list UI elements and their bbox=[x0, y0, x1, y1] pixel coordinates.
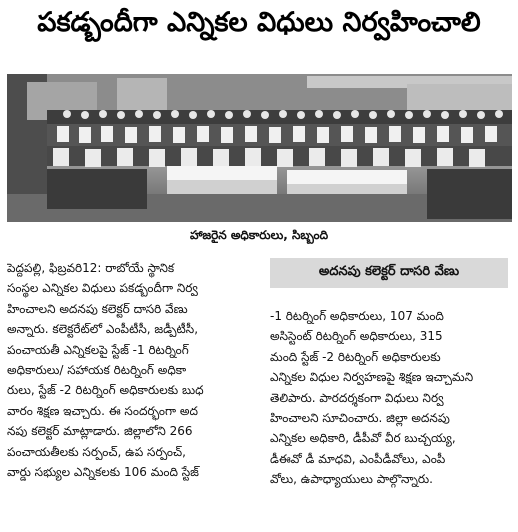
article-line: పెద్దపల్లి, ఫిబ్రవరి12: రాబోయే స్థానిక bbox=[7, 261, 175, 275]
article-line: ఎన్నికల అధికారి, డీపీవో వీర బుచ్చయ్య, bbox=[270, 431, 456, 446]
article-line: వార్డు సభ్యుల ఎన్నికలకు 106 మంది స్టేజ్ bbox=[7, 465, 199, 480]
news-photo bbox=[7, 74, 512, 222]
article-line: అధికారులు/ సహాయక రిటర్నింగ్ అధికా bbox=[7, 363, 187, 378]
article-line: అన్నారు. కలెక్టరేట్‌లో ఎంపీటీసీ, జడ్పీటీసీ, bbox=[7, 322, 199, 337]
article-line: వారం శిక్షణ ఇచ్చారు. ఈ సందర్భంగా అద bbox=[7, 403, 198, 418]
article-line: -1 రిటర్నింగ్ అధికారులు, 107 మంది bbox=[270, 309, 444, 323]
article-line: సంస్థల ఎన్నికల విధులు పకడ్బందీగా నిర్వ bbox=[7, 281, 198, 296]
subheadline: అదనపు కలెక్టర్ దాసరి వేణు bbox=[270, 258, 508, 288]
article-body-right bbox=[270, 306, 510, 490]
article-line: నపు కలెక్టర్ మాట్లాడారు. జిల్లాలోని 266 bbox=[7, 424, 193, 439]
article-line: రులు, స్టేజ్ -2 రిటర్నింగ్ అధికారులకు బుధ bbox=[7, 383, 204, 398]
article-line: పంచాయతీ ఎన్నికలపై స్టేజ్ -1 రిటర్నింగ్ bbox=[7, 342, 189, 357]
article-body-left bbox=[7, 258, 257, 482]
photo-caption: హాజరైన అధికారులు, సిబ్బంది bbox=[189, 228, 329, 242]
article-line: పంచాయతీలకు సర్పంచ్, ఉప సర్పంచ్, bbox=[7, 444, 186, 459]
article-line: డీఈవో డీ మాధవి, ఎంపీడీవోలు, ఎంపీ bbox=[270, 451, 446, 466]
article-line: హించాలని సూచించారు. జిల్లా అదనపు bbox=[270, 411, 450, 426]
article-line: అసిస్టెంట్ రిటర్నింగ్ అధికారులు, 315 bbox=[270, 329, 443, 344]
article-line: మంది స్టేజ్ -2 రిటర్నింగ్ అధికారులకు bbox=[270, 349, 441, 364]
article-line: ఎన్నికల విధుల నిర్వహణపై శిక్షణ ఇచ్చామని bbox=[270, 370, 474, 385]
headline: పకడ్బందీగా ఎన్నికల విధులు నిర్వహించాలి bbox=[37, 7, 481, 38]
article-line: వోలు, ఉపాధ్యాయులు పాల్గొన్నారు. bbox=[270, 472, 433, 487]
training-hall-photo bbox=[7, 74, 512, 222]
article-line: తెలిపారు. పారదర్శకంగా విధులు నిర్వ bbox=[270, 390, 444, 405]
article-line: హించాలని అదనపు కలెక్టర్ దాసరి వేణు bbox=[7, 301, 188, 316]
